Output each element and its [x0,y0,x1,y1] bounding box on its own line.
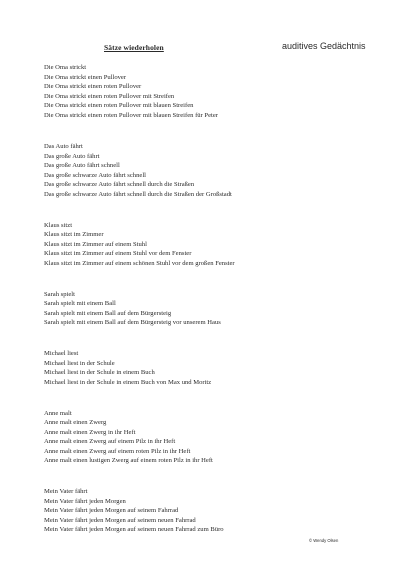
sentence-line: Klaus sitzt [44,221,73,229]
sentence-line: Die Oma strickt einen roten Pullover mit Streifen [44,92,175,100]
sentence-line: Anne malt einen Zwerg auf einem roten Pilz in ihr Heft [44,447,191,455]
sentence-line: Klaus sitzt im Zimmer [44,231,104,238]
sentence-line: Die Oma strickt [44,64,87,71]
sentence-line: Sarah spielt mit einem Ball [44,300,116,307]
sentence-block-auto [44,142,374,199]
sentence-line: Das große schwarze Auto fährt schnell [44,171,146,179]
sentence-line: Anne malt einen Zwerg auf einem Pilz in ihr Heft [44,438,176,445]
sentence-line: Das große schwarze Auto fährt schnell durch die Straßen der Großstadt [44,190,232,198]
sentence-line: Mein Vater fährt [44,488,88,495]
sentence-block-klaus [44,221,374,269]
sentence-line: Klaus sitzt im Zimmer auf einem Stuhl [44,240,147,248]
sentence-block-michael [44,349,374,387]
sentence-line: Das große schwarze Auto fährt schnell durch die Straßen [44,181,195,188]
sentence-line: Michael liest in der Schule [44,359,115,367]
sentence-line: Klaus sitzt im Zimmer auf einem Stuhl vor dem Fenster [44,250,192,257]
sentence-line: Mein Vater fährt jeden Morgen auf seinem Fahrrad [44,507,179,514]
sentence-line: Sarah spielt mit einem Ball auf dem Bürgersteig vor unserem Haus [44,319,221,326]
sentence-line: Mein Vater fährt jeden Morgen auf seinem neuen Fahrrad [44,516,196,524]
sentence-line: Die Oma strickt einen roten Pullover mit blauen Streifen [44,102,194,109]
sentence-blocks [44,63,374,556]
sentence-line: Mein Vater fährt jeden Morgen [44,497,126,505]
sentence-line: Michael liest [44,350,79,357]
sentence-line: Sarah spielt [44,290,75,298]
sentence-line: Michael liest in der Schule in einem Buch von Max und Moritz [44,378,212,386]
sentence-line: Das große Auto fährt [44,152,100,160]
sentence-line: Das große Auto fährt schnell [44,162,120,169]
sentence-block-anne [44,409,374,466]
sentence-line: Anne malt [44,409,72,417]
sentence-line: Mein Vater fährt jeden Morgen auf seinem neuen Fahrrad zum Büro [44,526,224,533]
sentence-line: Die Oma strickt einen roten Pullover mit blauen Streifen für Peter [44,111,218,119]
sentence-line: Die Oma strickt einen roten Pullover [44,83,142,90]
copyright-notice: © Wendy Olsen [309,538,339,543]
page-title: Sätze wiederholen [104,43,164,52]
sentence-block-vater [44,487,374,535]
sentence-line: Anne malt einen Zwerg in ihr Heft [44,428,136,436]
sentence-block-oma [44,63,374,120]
sentence-line: Das Auto fährt [44,143,83,150]
sentence-line: Anne malt einen Zwerg [44,419,107,426]
sentence-line: Sarah spielt mit einem Ball auf dem Bürgersteig [44,309,172,317]
sentence-block-sarah [44,290,374,328]
sentence-line: Klaus sitzt im Zimmer auf einem schönen Stuhl vor dem großen Fenster [44,259,235,267]
sentence-line: Michael liest in der Schule in einem Buch [44,369,155,376]
page-subtitle: auditives Gedächtnis [282,41,366,51]
sentence-line: Anne malt einen lustigen Zwerg auf einem roten Pilz in ihr Heft [44,457,213,464]
sentence-line: Die Oma strickt einen Pullover [44,73,127,81]
